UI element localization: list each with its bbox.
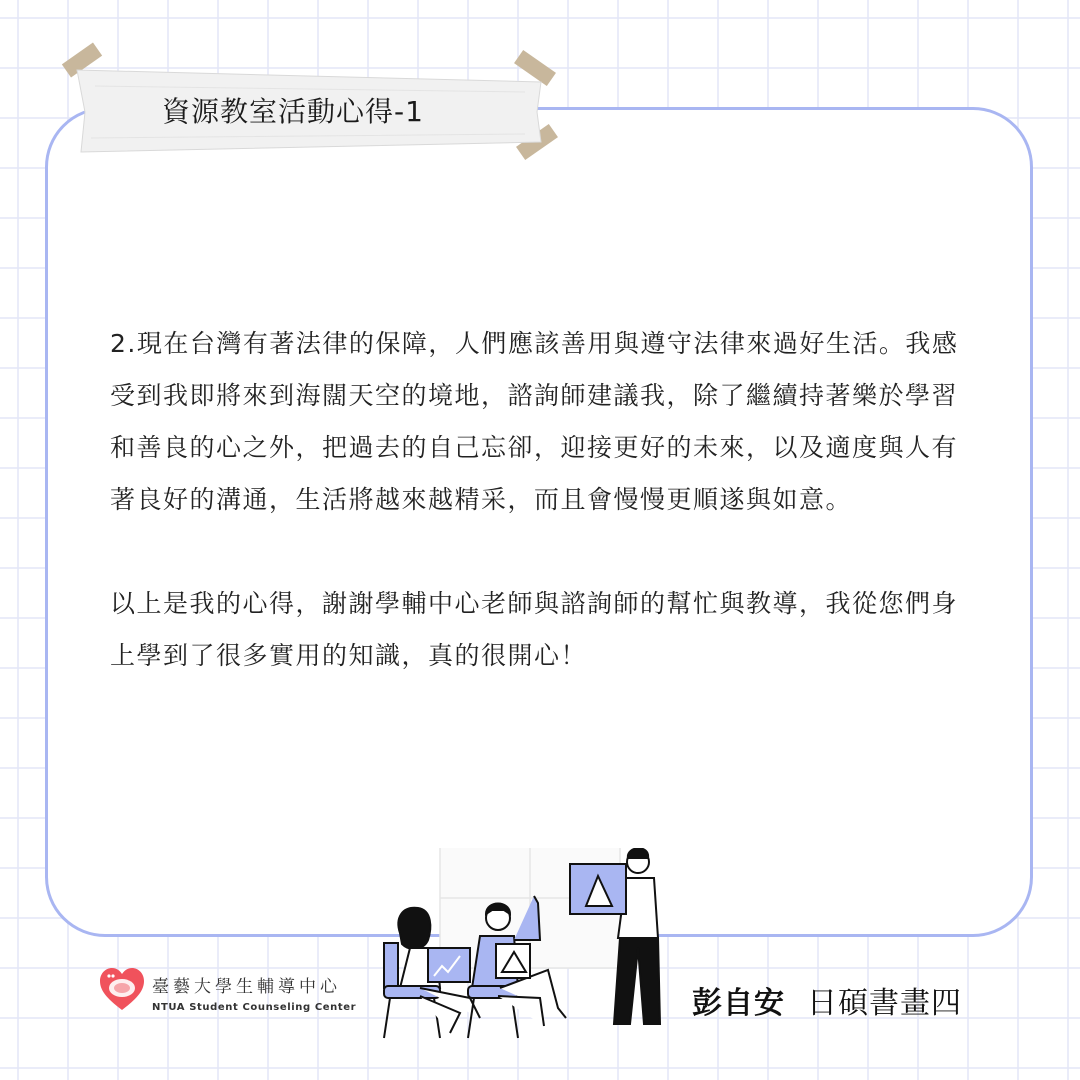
author-dept: 日碩書畫四 <box>807 986 962 1021</box>
tape-top-right <box>514 50 556 86</box>
page-title: 資源教室活動心得-1 <box>162 95 424 128</box>
paragraph-2: 以上是我的心得，謝謝學輔中心老師與諮詢師的幫忙與教導，我從您們身上學到了很多實用的知識，真的很開心！ <box>110 589 959 670</box>
org-name: 臺藝大學生輔導中心 <box>152 977 341 997</box>
people-illustration <box>380 848 670 1043</box>
org-name-en: NTUA Student Counseling Center <box>152 1002 357 1013</box>
author-name: 彭自安 <box>692 986 785 1021</box>
heart-logo-icon <box>100 968 144 1014</box>
author-line <box>692 978 962 1022</box>
reflection-text <box>110 318 980 682</box>
paragraph-1: 2.現在台灣有著法律的保障，人們應該善用與遵守法律來過好生活。我感受到我即將來到海闊天空的境地，諮詢師建議我，除了繼續持著樂於學習和善良的心之外，把過去的自己忘卻，迎接更好的未來，以及適度與人有著良好的溝通，生活將越來越精采，而且會慢慢更順遂與如意。 <box>110 329 959 514</box>
